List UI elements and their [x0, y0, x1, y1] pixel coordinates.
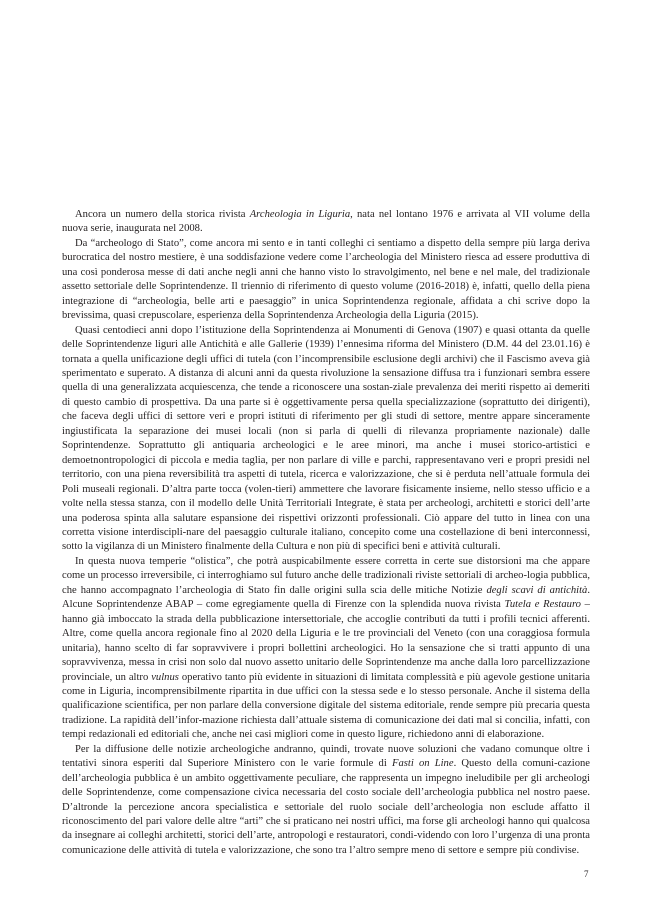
paragraph-4	[62, 555, 590, 743]
paragraph-3	[62, 324, 590, 555]
paragraph-2	[62, 237, 590, 324]
paragraph-1	[62, 208, 590, 237]
paragraph-5	[62, 743, 590, 859]
text-run: Quasi centodieci anni dopo l’istituzione della Soprintendenza ai Monumenti di Genova (1907) e quasi ottanta da quelle delle Soprintendenze liguri alle Antichità e alle Gallerie (1939) l’ennesima riforma del Ministero (D.M. 44 del 23.01.16) è tornata a quella unificazione degli uffici di tutela (con l’incomprensibile esclusione degli archivi) che il Fascismo aveva già sperimentato e superato. A distanza di alcuni anni da questa rivoluzione la sensazione diffusa tra i funzionari sembra essere quella di una generalizzata acquiescenza, che tende a riconoscere una sostan-ziale prevalenza dei meriti rispetto ai demeriti di questo cambio di prospettiva. Da una parte si è oggettivamente persa quella specializzazione (soprattutto dei dirigenti), che faceva degli uffici di settore veri e propri istituti di riferimento per gli studi di settore, mentre appare sinceramente ingiustificata la separazione dei musei locali (non si parla di quelli di rilevanza propriamente nazionale) dalle Soprintendenze. Soprattutto gli antiquaria archeologici e le aree minori, ma anche i musei storico-artistici e demoetnontropologici di piccola e media taglia, per non parlare di ville e parchi, rappresentavano veri e propri presidi nel territorio, con una piena reversibilità tra aspetti di tutela, ricerca e valorizzazione, che si è perduta nell’attuale formula dei Poli museali regionali. D’altra parte tocca (volen-tieri) ammettere che lavorare fisicamente insieme, nello stesso ufficio e a volte nella stessa stanza, con il modello delle Unità Territoriali Integrate, è stata per archeologi, architetti e storici dell’arte una poderosa spinta alla salutare espansione dei rispettivi orizzonti professionali. Ciò appare del tutto in linea con una corretta visione interdiscipli-nare del paesaggio culturale italiano, concepito come una costellazione di beni interconnessi, sotto la vigilanza di un Ministero finalmente della Cultura e non più di specifici beni e attività culturali.	[62, 324, 590, 553]
italic-title: degli scavi di antichità	[486, 584, 588, 596]
text-run: Ancora un numero della storica rivista	[75, 209, 250, 220]
text-run: . Alcune Soprintendenze ABAP – come egregiamente quella di Firenze con la splendida nuova rivista	[62, 584, 590, 611]
text-run: , nata nel lontano 1976 e arrivata al VII volume della nuova serie, inaugurata nel 2008.	[62, 209, 591, 235]
italic-title: Fasti on Line	[391, 758, 454, 770]
italic-title: Tutela e Restauro	[504, 599, 581, 611]
text-run: operativo tanto più evidente in situazioni di limitata complessità e più agevole gestione unitaria come in Liguria, incomprensibilmente ripartita in due uffici con la stessa sede e lo stesso personale. Anche il sistema della qualificazione scientifica, per non parlare della conversione digitale del sistema editoriale, rende sempre più precaria questa tradizione. La rapidità dell’infor-mazione richiesta dall’attuale sistema di comunicazione dei dati mal si concilia, infatti, con tempi redazionali ed editoriali che, anche nei casi migliori come in questo ligure, richiedono anni di elaborazione.	[62, 671, 590, 741]
text-run: In questa nuova temperie “olistica”, che potrà auspicabilmente essere corretta in certe sue distorsioni ma che appare come un processo irreversibile, ci interroghiamo sul futuro anche delle tradizionali riviste settoriali di archeo-logia pubblica, che hanno accompagnato l’archeologia di Stato fin dalle origini sulla scia delle mitiche Notizie	[62, 555, 590, 596]
text-run: Da “archeologo di Stato”, come ancora mi sento e in tanti colleghi ci sentiamo a dispetto della sempre più larga deriva burocratica del nostro mestiere, è una soddisfazione vedere come l’archeologia del Ministero riesca ad essere produttiva di una così ponderosa messe di dati anche negli anni che hanno visto lo stravolgimento, nel bene e nel male, del tradizionale assetto settoriale delle Soprintendenze. Il triennio di riferimento di questo volume (2016-2018) è, infatti, quello della piena integrazione di “archeologia, belle arti e paesaggio” in unica Soprintendenza regionale, affidata a chi scrive dopo la brevissima, quasi crepuscolare, esperienza della Soprintendenza Archeologia della Liguria (2015).	[62, 237, 590, 322]
body-text	[62, 208, 590, 858]
text-run: Per la diffusione delle notizie archeologiche andranno, quindi, trovate nuove soluzioni che vadano comunque oltre i tentativi sinora esperiti dal Superiore Ministero con le varie formule di	[62, 743, 590, 770]
italic-title: vulnus	[151, 671, 179, 683]
italic-title: Archeologia in Liguria	[249, 209, 351, 220]
text-run: – hanno già imboccato la strada della pubblicazione intersettoriale, che accoglie contributi da tutti i profili tecnici afferenti. Altre, come quella ancora regionale fino al 2020 della Liguria e le tre provinciali del Veneto (con una coraggiosa formula unitaria), hanno scelto di far sopravvivere i propri bollettini archeologici. Ho la sensazione che si tratti appunto di una sopravvivenza, messa in crisi non solo dal nuovo assetto unitario delle Soprintendenze ma anche dalla loro parcellizzazione provinciale, un altro	[62, 599, 590, 683]
text-run: . Questo della comuni-cazione dell’archeologia pubblica è un ambito oggettivamente peculiare, che rappresenta un impegno ineludibile per gli archeologi delle Soprintendenze, come compensazione civica necessaria del costo sociale dell’archeologia pubblica nel nostro paese. D’altronde la percezione ancora specialistica e settoriale del ruolo sociale dell’archeologia non esclude affatto il riconoscimento del pari valore delle altre “arti” che si praticano nei nostri uffici, ma forse gli archeologi hanno qui qualcosa da insegnare ai colleghi architetti, storici dell’arte, antropologi e restauratori, condi-videndo con loro l’urgenza di una pronta comunicazione delle attività di tutela e valorizzazione, che sono tra l’altro sempre meno di settore e sempre più condivise.	[62, 758, 590, 856]
page-number: 7	[584, 869, 589, 879]
